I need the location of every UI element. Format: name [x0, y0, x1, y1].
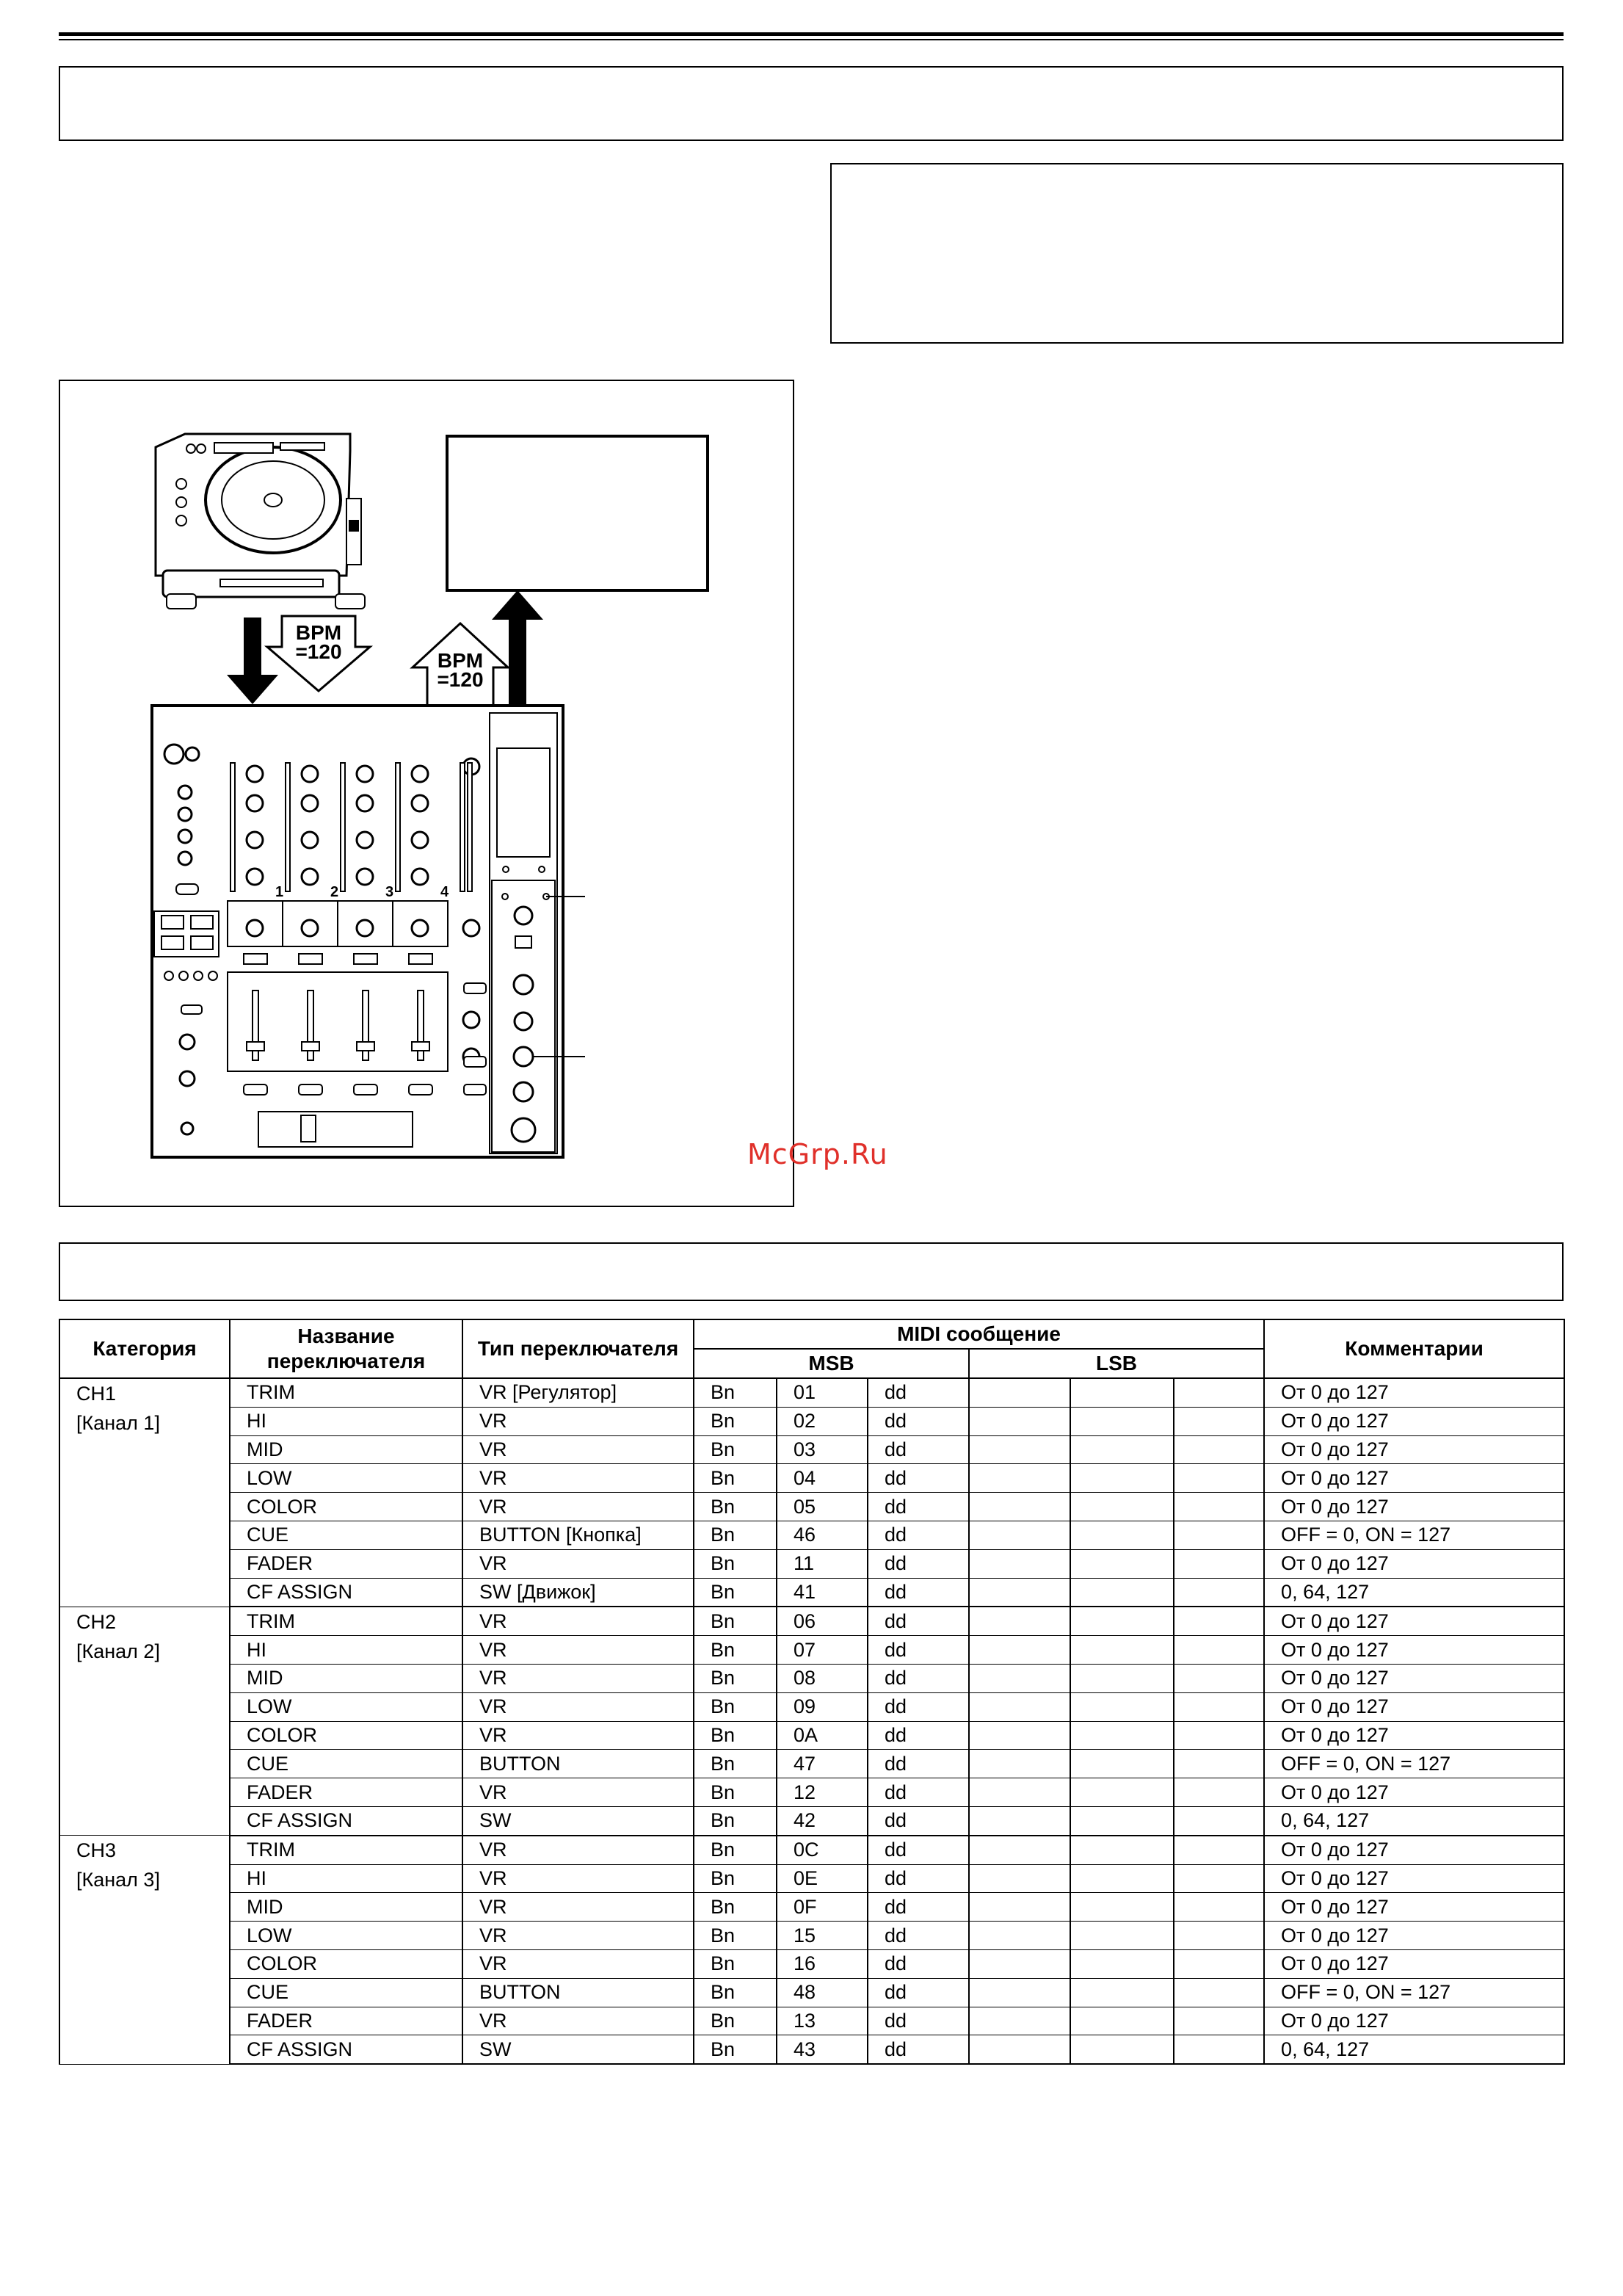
cell-b: Bn [694, 1978, 777, 2007]
cell-type: VR [462, 1607, 694, 1635]
cell-lsb-empty [1174, 1521, 1264, 1549]
table-row [59, 1806, 1564, 1835]
cell-lsb-empty [1070, 1549, 1174, 1578]
cell-lsb-empty [1070, 1578, 1174, 1607]
bpm-right-line2: =120 [437, 668, 484, 691]
cell-lsb-empty [1174, 1407, 1264, 1435]
cell-lsb-empty [1070, 1750, 1174, 1778]
cell-b: Bn [694, 1922, 777, 1950]
cell-comment: 0, 64, 127 [1264, 1578, 1564, 1607]
cell-lsb-empty [1174, 1806, 1264, 1835]
cell-n: 0C [777, 1836, 868, 1864]
cell-name: FADER [230, 1778, 462, 1807]
cell-lsb-empty [1070, 1636, 1174, 1665]
cell-name: LOW [230, 1464, 462, 1493]
cell-comment: От 0 до 127 [1264, 1836, 1564, 1864]
channel-number-3: 3 [385, 884, 394, 900]
header-midi-message: MIDI сообщение [694, 1319, 1264, 1349]
cell-lsb-empty [1174, 1378, 1264, 1407]
cell-n: 48 [777, 1978, 868, 2007]
mixer [152, 706, 563, 1157]
table-row [59, 1721, 1564, 1750]
cell-name: LOW [230, 1922, 462, 1950]
cell-b: Bn [694, 1778, 777, 1807]
cell-name: MID [230, 1893, 462, 1922]
header-category: Категория [59, 1319, 230, 1378]
cell-d: dd [868, 1893, 969, 1922]
cell-lsb-empty [1070, 1407, 1174, 1435]
cell-type: VR [462, 1464, 694, 1493]
cell-lsb-empty [969, 1864, 1070, 1893]
category-cell [59, 1607, 230, 1835]
cell-type: VR [462, 1636, 694, 1665]
cell-lsb-empty [1174, 1750, 1264, 1778]
cell-b: Bn [694, 1949, 777, 1978]
cell-lsb-empty [969, 2035, 1070, 2064]
cell-d: dd [868, 1750, 969, 1778]
cell-lsb-empty [1070, 1493, 1174, 1521]
cell-d: dd [868, 1378, 969, 1407]
arrow-down [227, 618, 278, 704]
table-row [59, 1636, 1564, 1665]
cell-lsb-empty [1070, 1521, 1174, 1549]
header-switch-type: Тип переключателя [462, 1319, 694, 1378]
cell-lsb-empty [969, 1378, 1070, 1407]
cell-d: dd [868, 1636, 969, 1665]
cell-lsb-empty [969, 1922, 1070, 1950]
midi-table [59, 1319, 1565, 2065]
cell-lsb-empty [1174, 1664, 1264, 1692]
cell-lsb-empty [1070, 1778, 1174, 1807]
cell-type: VR [462, 1864, 694, 1893]
cell-lsb-empty [969, 1949, 1070, 1978]
cell-lsb-empty [1070, 1692, 1174, 1721]
header-switch-name [230, 1319, 462, 1378]
cell-lsb-empty [969, 1407, 1070, 1435]
cell-lsb-empty [1174, 1493, 1264, 1521]
cell-b: Bn [694, 1864, 777, 1893]
cell-name: TRIM [230, 1836, 462, 1864]
cell-d: dd [868, 1721, 969, 1750]
cell-type: VR [462, 1664, 694, 1692]
cell-comment: От 0 до 127 [1264, 1721, 1564, 1750]
cell-name: HI [230, 1407, 462, 1435]
top-rule-thin [59, 39, 1564, 40]
table-row [59, 1692, 1564, 1721]
table-row [59, 1549, 1564, 1578]
cell-comment: OFF = 0, ON = 127 [1264, 1521, 1564, 1549]
cell-n: 12 [777, 1778, 868, 1807]
cell-b: Bn [694, 1435, 777, 1464]
cell-comment: От 0 до 127 [1264, 1464, 1564, 1493]
cd-player [156, 434, 365, 609]
cell-d: dd [868, 1549, 969, 1578]
cell-d: dd [868, 1464, 969, 1493]
cell-type: VR [462, 1721, 694, 1750]
cell-d: dd [868, 1864, 969, 1893]
note-box [830, 163, 1564, 344]
table-row [59, 1778, 1564, 1807]
cell-lsb-empty [1070, 1378, 1174, 1407]
table-row [59, 2035, 1564, 2064]
cell-lsb-empty [969, 1721, 1070, 1750]
cell-type: VR [462, 1493, 694, 1521]
cell-type: VR [462, 1692, 694, 1721]
cell-name: COLOR [230, 1721, 462, 1750]
table-row [59, 1493, 1564, 1521]
cell-name: MID [230, 1664, 462, 1692]
cell-name: CF ASSIGN [230, 1806, 462, 1835]
cell-lsb-empty [969, 1464, 1070, 1493]
cell-lsb-empty [969, 1664, 1070, 1692]
cell-type: VR [462, 1893, 694, 1922]
cell-lsb-empty [969, 1578, 1070, 1607]
cell-comment: От 0 до 127 [1264, 1493, 1564, 1521]
table-row [59, 1750, 1564, 1778]
cell-d: dd [868, 1493, 969, 1521]
table-row [59, 1435, 1564, 1464]
cell-type: BUTTON [462, 1750, 694, 1778]
watermark: McGrp.Ru [747, 1138, 888, 1170]
cell-lsb-empty [1174, 1893, 1264, 1922]
header-msb: MSB [694, 1349, 969, 1378]
cell-comment: 0, 64, 127 [1264, 1806, 1564, 1835]
cell-lsb-empty [969, 1607, 1070, 1635]
cell-n: 46 [777, 1521, 868, 1549]
cell-type: VR [462, 1949, 694, 1978]
table-row [59, 1407, 1564, 1435]
category-label: [Канал 1] [76, 1412, 160, 1434]
cell-d: dd [868, 1578, 969, 1607]
cell-type: VR [462, 2007, 694, 2035]
cell-lsb-empty [969, 1521, 1070, 1549]
cell-n: 03 [777, 1435, 868, 1464]
header-lsb: LSB [969, 1349, 1264, 1378]
cell-n: 07 [777, 1636, 868, 1665]
cell-name: HI [230, 1636, 462, 1665]
category-code: CH1 [76, 1383, 117, 1405]
cell-b: Bn [694, 1664, 777, 1692]
channel-number-1: 1 [275, 884, 284, 900]
table-row [59, 1378, 1564, 1407]
cell-n: 08 [777, 1664, 868, 1692]
cell-lsb-empty [1174, 1607, 1264, 1635]
cell-b: Bn [694, 1750, 777, 1778]
cell-lsb-empty [969, 1836, 1070, 1864]
cell-comment: От 0 до 127 [1264, 1549, 1564, 1578]
cell-name: TRIM [230, 1378, 462, 1407]
cell-name: TRIM [230, 1607, 462, 1635]
cell-type: VR [462, 1778, 694, 1807]
channel-number-2: 2 [330, 884, 339, 900]
cell-n: 04 [777, 1464, 868, 1493]
cell-d: dd [868, 2007, 969, 2035]
cell-lsb-empty [1174, 1864, 1264, 1893]
cell-n: 41 [777, 1578, 868, 1607]
cell-b: Bn [694, 1893, 777, 1922]
cell-d: dd [868, 1778, 969, 1807]
cell-name: COLOR [230, 1493, 462, 1521]
cell-type: VR [462, 1922, 694, 1950]
cell-lsb-empty [1174, 1692, 1264, 1721]
table-row [59, 1521, 1564, 1549]
header-comments: Комментарии [1264, 1319, 1564, 1378]
table-row [59, 1922, 1564, 1950]
cell-b: Bn [694, 1806, 777, 1835]
cell-name: CF ASSIGN [230, 1578, 462, 1607]
category-code: CH2 [76, 1610, 117, 1633]
cell-b: Bn [694, 1493, 777, 1521]
cell-b: Bn [694, 1378, 777, 1407]
cell-d: dd [868, 1435, 969, 1464]
cell-n: 0A [777, 1721, 868, 1750]
midi-table-body [59, 1378, 1564, 2064]
cell-lsb-empty [1070, 1949, 1174, 1978]
cell-lsb-empty [1070, 1864, 1174, 1893]
cell-type: VR [462, 1435, 694, 1464]
cell-n: 11 [777, 1549, 868, 1578]
cell-lsb-empty [1174, 1435, 1264, 1464]
cell-b: Bn [694, 1407, 777, 1435]
cell-b: Bn [694, 1692, 777, 1721]
cell-n: 09 [777, 1692, 868, 1721]
channel-number-4: 4 [440, 884, 449, 900]
cell-b: Bn [694, 1521, 777, 1549]
cell-n: 06 [777, 1607, 868, 1635]
cell-name: CUE [230, 1978, 462, 2007]
cell-d: dd [868, 1664, 969, 1692]
external-device-box [447, 436, 708, 590]
cell-b: Bn [694, 1549, 777, 1578]
cell-lsb-empty [969, 1750, 1070, 1778]
cell-lsb-empty [1174, 1836, 1264, 1864]
cell-lsb-empty [1070, 1664, 1174, 1692]
cell-name: CF ASSIGN [230, 2035, 462, 2064]
cell-lsb-empty [1174, 1636, 1264, 1665]
cell-lsb-empty [969, 2007, 1070, 2035]
cell-lsb-empty [1174, 1978, 1264, 2007]
cell-lsb-empty [969, 1778, 1070, 1807]
cell-comment: От 0 до 127 [1264, 1664, 1564, 1692]
cell-comment: От 0 до 127 [1264, 2007, 1564, 2035]
cell-comment: От 0 до 127 [1264, 1435, 1564, 1464]
cell-d: dd [868, 1949, 969, 1978]
cell-lsb-empty [969, 1978, 1070, 2007]
cell-name: COLOR [230, 1949, 462, 1978]
cell-d: dd [868, 1922, 969, 1950]
cell-lsb-empty [969, 1493, 1070, 1521]
cell-n: 47 [777, 1750, 868, 1778]
top-rule-thick [59, 32, 1564, 36]
cell-comment: От 0 до 127 [1264, 1864, 1564, 1893]
cell-lsb-empty [1174, 1721, 1264, 1750]
cell-lsb-empty [1174, 1464, 1264, 1493]
cell-comment: OFF = 0, ON = 127 [1264, 1978, 1564, 2007]
table-row [59, 1664, 1564, 1692]
table-row [59, 2007, 1564, 2035]
cell-lsb-empty [1070, 1721, 1174, 1750]
cell-comment: От 0 до 127 [1264, 1778, 1564, 1807]
cell-d: dd [868, 1806, 969, 1835]
cell-name: CUE [230, 1750, 462, 1778]
cell-b: Bn [694, 1607, 777, 1635]
cell-b: Bn [694, 1464, 777, 1493]
cell-n: 15 [777, 1922, 868, 1950]
cell-n: 05 [777, 1493, 868, 1521]
bpm-right-line1: BPM [437, 649, 484, 672]
table-row [59, 1836, 1564, 1864]
cell-lsb-empty [1070, 1806, 1174, 1835]
cell-name: FADER [230, 2007, 462, 2035]
diagram-frame [59, 380, 794, 1207]
cell-lsb-empty [1174, 2007, 1264, 2035]
cell-d: dd [868, 1836, 969, 1864]
cell-type: BUTTON [462, 1978, 694, 2007]
cell-lsb-empty [1070, 2035, 1174, 2064]
cell-comment: От 0 до 127 [1264, 1407, 1564, 1435]
cell-lsb-empty [1174, 2035, 1264, 2064]
cell-d: dd [868, 1521, 969, 1549]
cell-b: Bn [694, 1836, 777, 1864]
cell-comment: От 0 до 127 [1264, 1893, 1564, 1922]
cell-type: VR [462, 1549, 694, 1578]
header-switch-name-line1: Название [297, 1325, 395, 1347]
table-row [59, 1607, 1564, 1635]
cell-lsb-empty [1070, 1978, 1174, 2007]
cell-type: VR [462, 1407, 694, 1435]
table-row [59, 1978, 1564, 2007]
cell-b: Bn [694, 1636, 777, 1665]
cell-n: 02 [777, 1407, 868, 1435]
cell-b: Bn [694, 2035, 777, 2064]
cell-lsb-empty [1070, 2007, 1174, 2035]
table-row [59, 1864, 1564, 1893]
cell-n: 43 [777, 2035, 868, 2064]
cell-lsb-empty [1174, 1922, 1264, 1950]
cell-comment: 0, 64, 127 [1264, 2035, 1564, 2064]
cell-lsb-empty [969, 1692, 1070, 1721]
cell-name: HI [230, 1864, 462, 1893]
cell-lsb-empty [1070, 1893, 1174, 1922]
cell-type: SW [462, 2035, 694, 2064]
cell-lsb-empty [969, 1806, 1070, 1835]
cell-lsb-empty [1174, 1549, 1264, 1578]
cell-d: dd [868, 1978, 969, 2007]
cell-lsb-empty [1070, 1922, 1174, 1950]
table-row [59, 1949, 1564, 1978]
cell-d: dd [868, 2035, 969, 2064]
cell-n: 13 [777, 2007, 868, 2035]
arrow-up [492, 590, 543, 704]
cell-lsb-empty [1174, 1578, 1264, 1607]
cell-n: 0F [777, 1893, 868, 1922]
table-row [59, 1578, 1564, 1607]
cell-n: 16 [777, 1949, 868, 1978]
cell-comment: От 0 до 127 [1264, 1949, 1564, 1978]
cell-lsb-empty [1070, 1607, 1174, 1635]
category-cell [59, 1836, 230, 2064]
cell-type: SW [Движок] [462, 1578, 694, 1607]
cell-comment: От 0 до 127 [1264, 1636, 1564, 1665]
cell-d: dd [868, 1407, 969, 1435]
cell-name: MID [230, 1435, 462, 1464]
category-code: CH3 [76, 1839, 117, 1862]
cell-lsb-empty [969, 1435, 1070, 1464]
cell-comment: От 0 до 127 [1264, 1378, 1564, 1407]
cell-n: 0E [777, 1864, 868, 1893]
cell-d: dd [868, 1607, 969, 1635]
cell-lsb-empty [1174, 1949, 1264, 1978]
cell-lsb-empty [969, 1636, 1070, 1665]
cell-n: 01 [777, 1378, 868, 1407]
bpm-left-line1: BPM [295, 621, 342, 644]
cell-name: LOW [230, 1692, 462, 1721]
cell-comment: От 0 до 127 [1264, 1922, 1564, 1950]
cell-lsb-empty [969, 1893, 1070, 1922]
cell-lsb-empty [1070, 1836, 1174, 1864]
cell-comment: OFF = 0, ON = 127 [1264, 1750, 1564, 1778]
cell-lsb-empty [1174, 1778, 1264, 1807]
cell-type: VR [462, 1836, 694, 1864]
cell-type: SW [462, 1806, 694, 1835]
cell-type: BUTTON [Кнопка] [462, 1521, 694, 1549]
category-cell [59, 1378, 230, 1607]
bpm-left-line2: =120 [295, 640, 342, 663]
cell-b: Bn [694, 1578, 777, 1607]
cell-type: VR [Регулятор] [462, 1378, 694, 1407]
table-title-box [59, 1242, 1564, 1301]
table-row [59, 1464, 1564, 1493]
cell-name: CUE [230, 1521, 462, 1549]
cell-b: Bn [694, 2007, 777, 2035]
category-label: [Канал 3] [76, 1869, 160, 1891]
cell-comment: От 0 до 127 [1264, 1607, 1564, 1635]
cell-lsb-empty [969, 1549, 1070, 1578]
cell-b: Bn [694, 1721, 777, 1750]
cell-lsb-empty [1070, 1435, 1174, 1464]
section-header-box [59, 66, 1564, 141]
cell-lsb-empty [1070, 1464, 1174, 1493]
category-label: [Канал 2] [76, 1640, 160, 1662]
table-row [59, 1893, 1564, 1922]
cell-d: dd [868, 1692, 969, 1721]
header-switch-name-line2: переключателя [266, 1350, 426, 1372]
cell-n: 42 [777, 1806, 868, 1835]
cell-name: FADER [230, 1549, 462, 1578]
cell-comment: От 0 до 127 [1264, 1692, 1564, 1721]
connection-diagram [60, 381, 793, 1206]
